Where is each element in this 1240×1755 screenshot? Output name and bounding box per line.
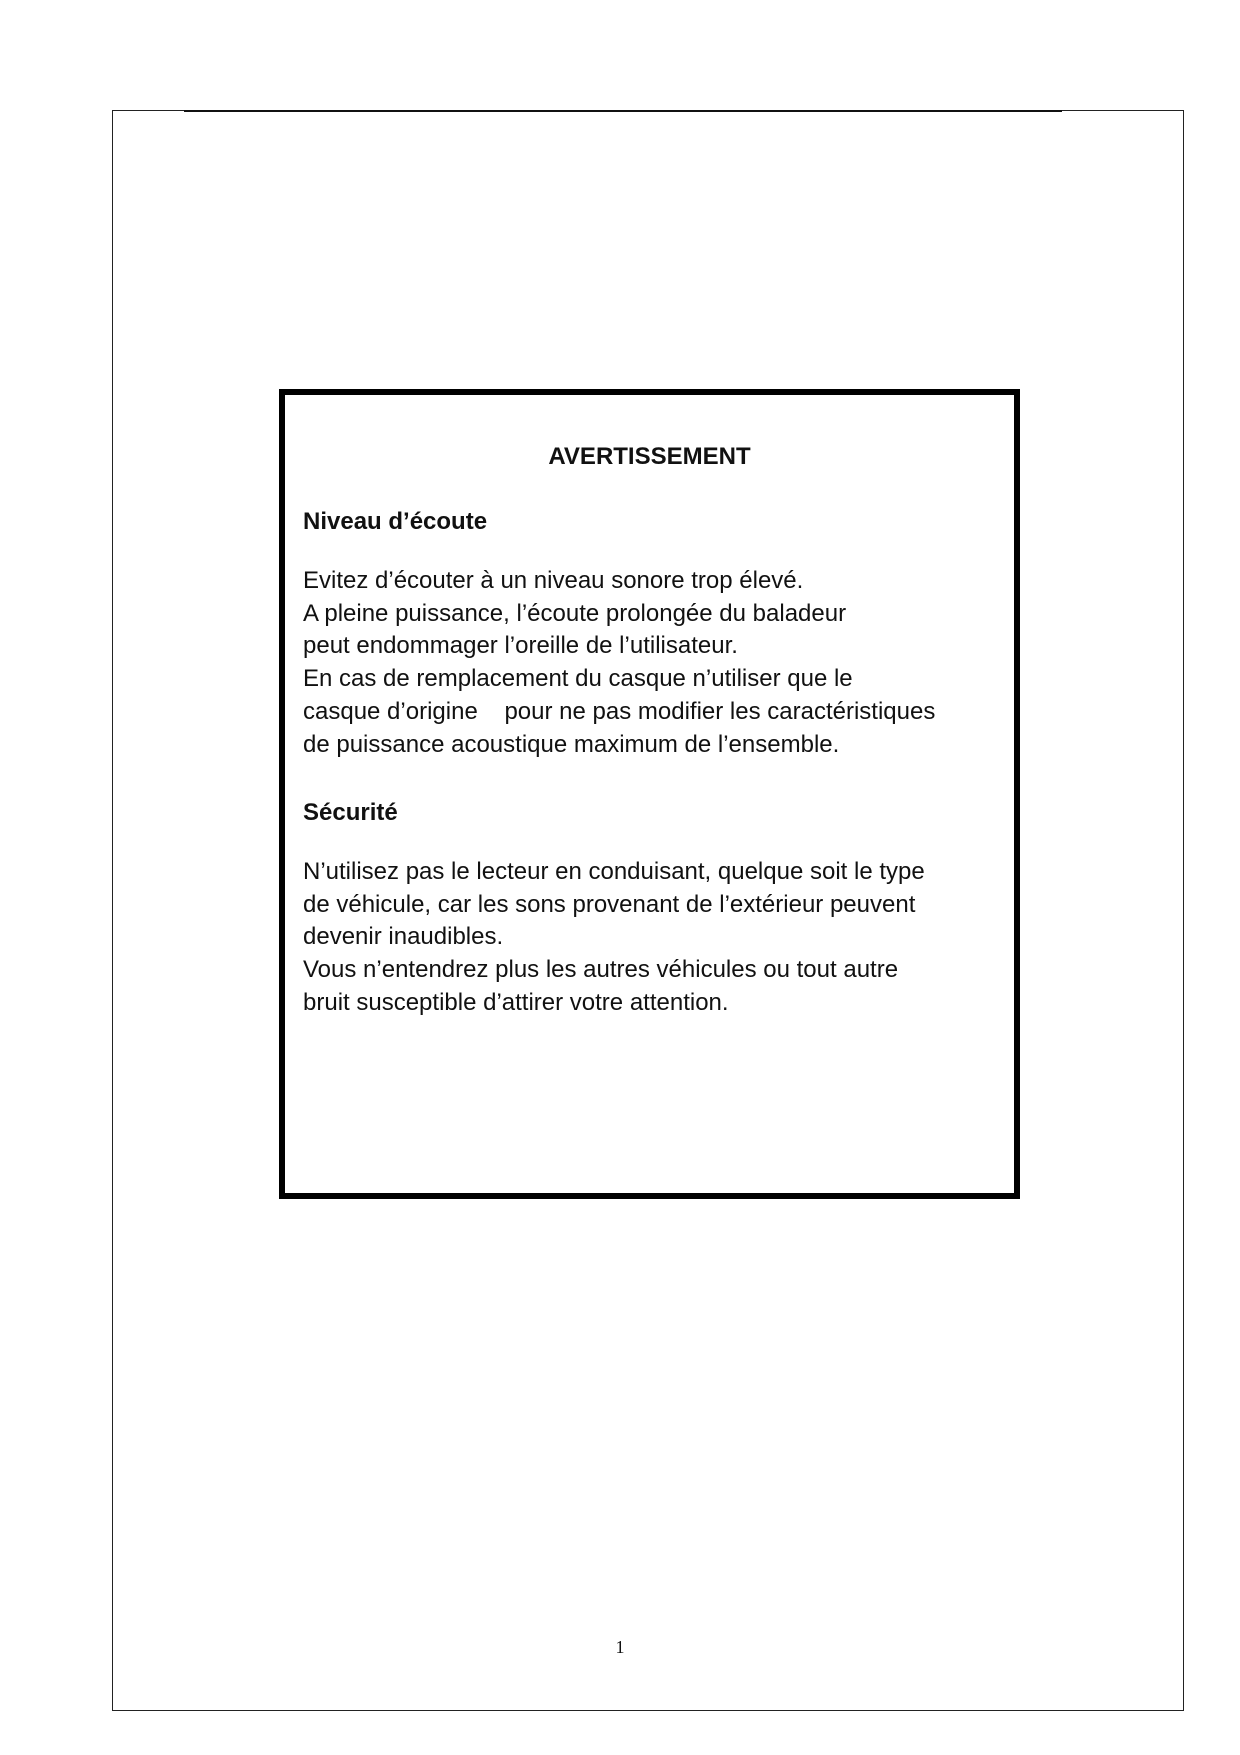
paragraph-line: A pleine puissance, l’écoute prolongée du baladeur xyxy=(303,599,847,627)
paragraph-line: bruit susceptible d’attirer votre attention. xyxy=(303,988,729,1016)
section-heading-listening-level: Niveau d’écoute xyxy=(303,508,488,535)
paragraph-safety xyxy=(303,856,1003,1020)
warning-title: AVERTISSEMENT xyxy=(548,443,751,470)
top-rule xyxy=(184,110,1062,112)
paragraph-line: peut endommager l’oreille de l’utilisateur. xyxy=(303,632,738,660)
section-heading-safety: Sécurité xyxy=(303,799,398,826)
paragraph-line: de véhicule, car les sons provenant de l’extérieur peuvent xyxy=(303,890,916,918)
page-number: 1 xyxy=(615,1637,625,1657)
paragraph-listening-level xyxy=(303,565,1003,761)
paragraph-line: de puissance acoustique maximum de l’ensemble. xyxy=(303,730,840,758)
paragraph-line: casque d’origine pour ne pas modifier les caractéristiques xyxy=(303,697,936,725)
paragraph-line: Vous n’entendrez plus les autres véhicules ou tout autre xyxy=(303,956,899,984)
paragraph-line: En cas de remplacement du casque n’utiliser que le xyxy=(303,665,853,693)
warning-box xyxy=(279,389,1020,1199)
paragraph-line: Evitez d’écouter à un niveau sonore trop élevé. xyxy=(303,567,804,594)
paragraph-line: N’utilisez pas le lecteur en conduisant, quelque soit le type xyxy=(303,858,925,885)
paragraph-line: devenir inaudibles. xyxy=(303,923,504,951)
